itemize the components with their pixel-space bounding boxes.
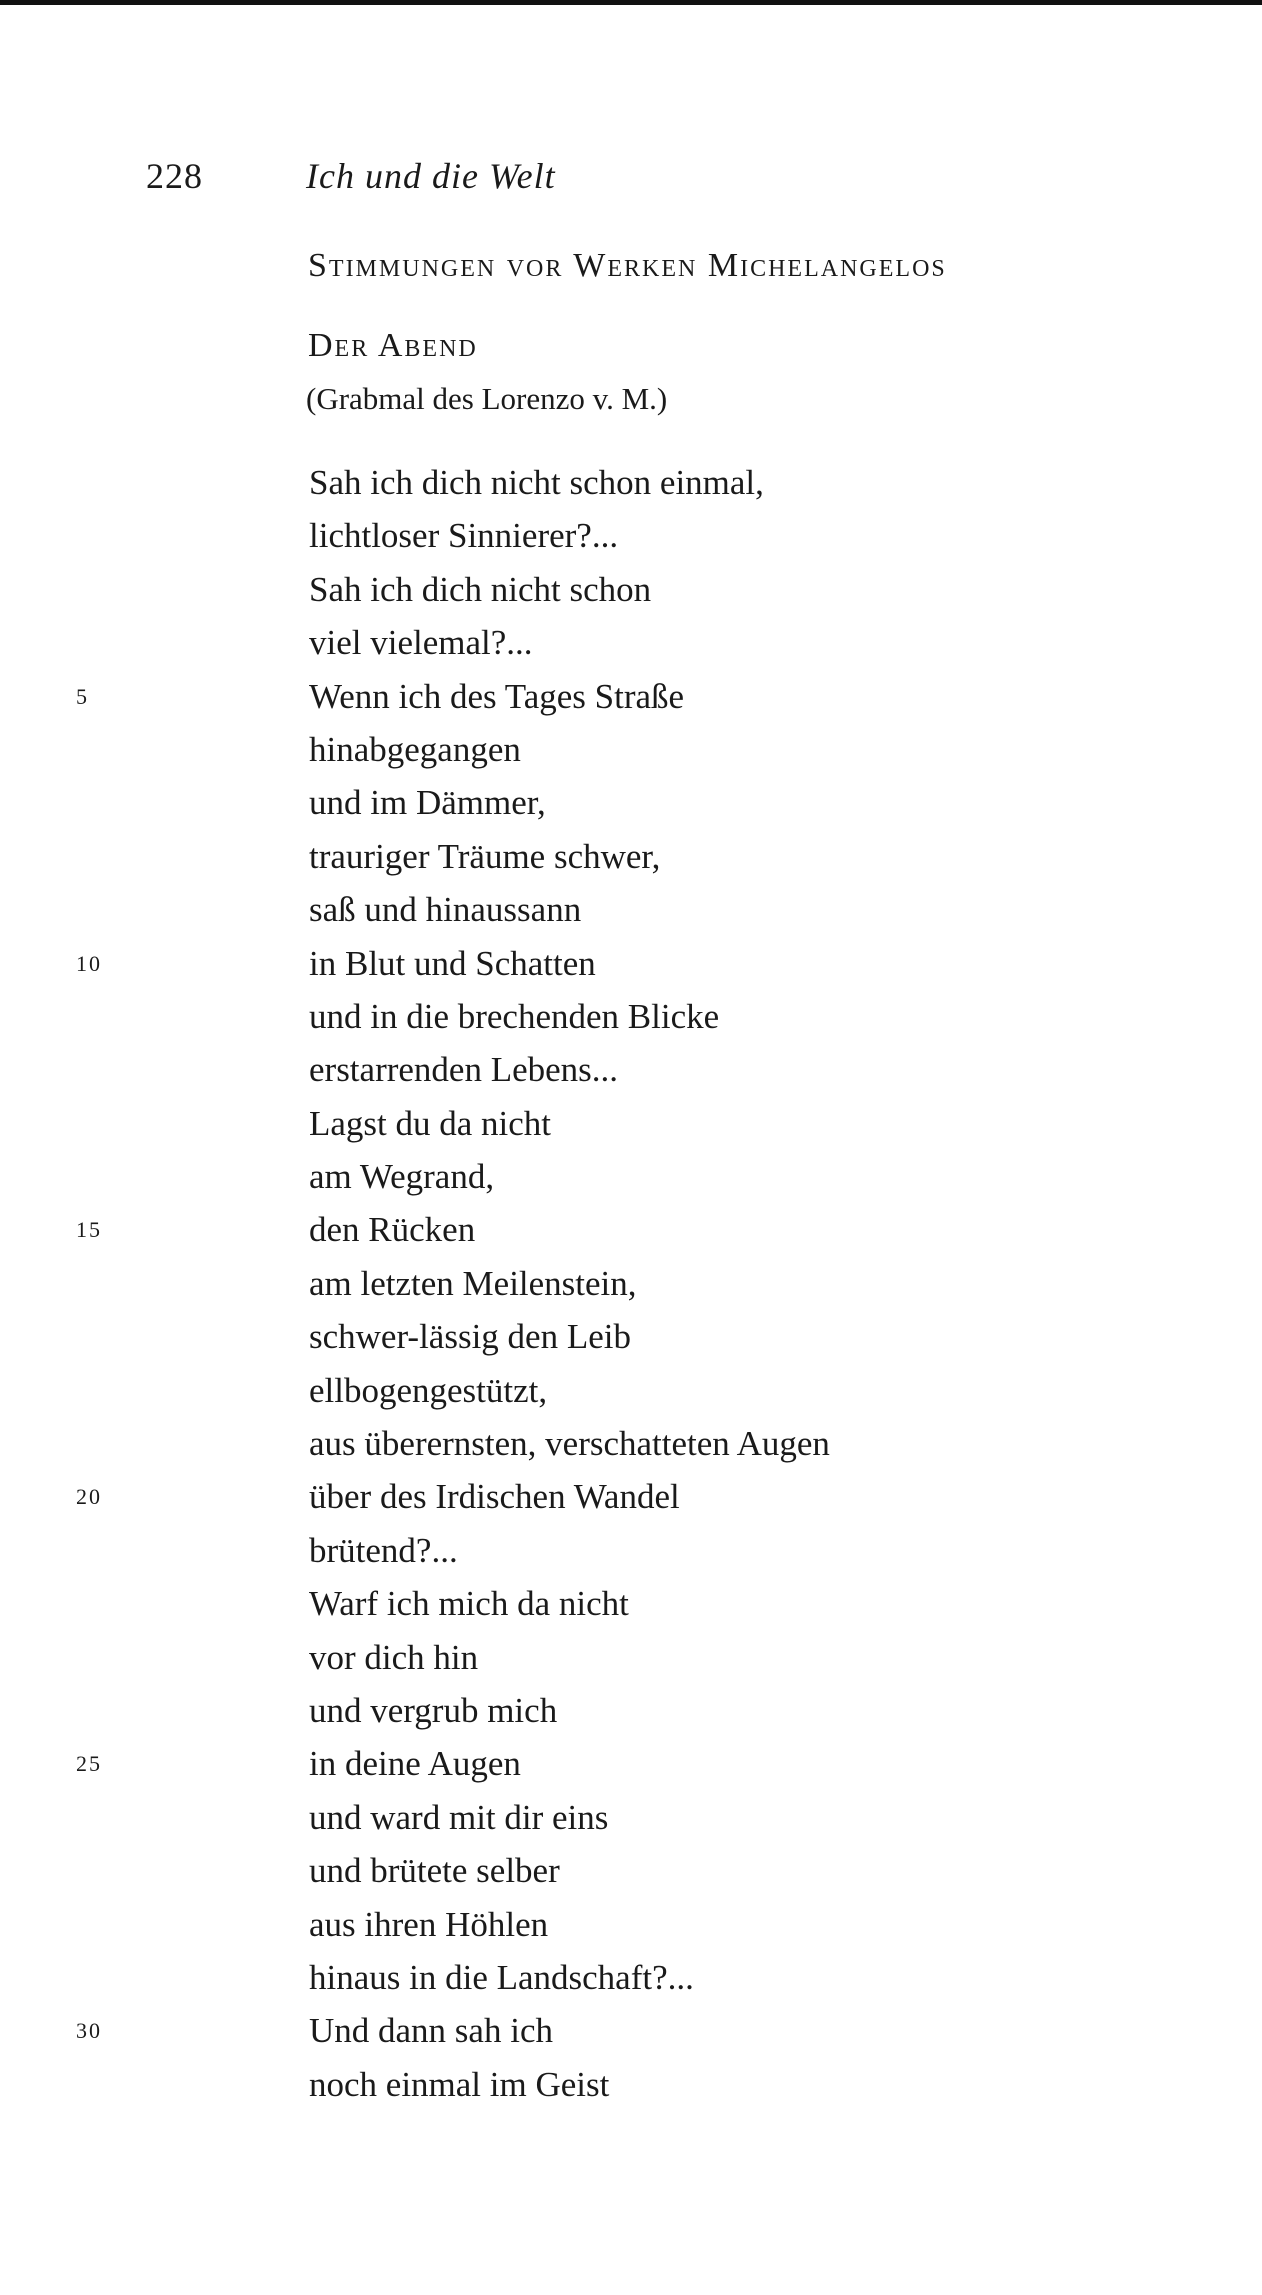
verse-line <box>0 1898 1262 1951</box>
line-text: und in die brechenden Blicke <box>309 996 720 1036</box>
verse-line <box>0 723 1262 776</box>
line-text: schwer-lässig den Leib <box>309 1317 631 1357</box>
verse-line <box>0 1364 1262 1417</box>
page-number: 228 <box>146 156 203 196</box>
verse-line <box>0 1097 1262 1150</box>
line-text: noch einmal im Geist <box>309 2064 610 2104</box>
verse-line <box>0 1791 1262 1844</box>
verse-line <box>0 937 1262 990</box>
poem-subtitle: (Grabmal des Lorenzo v. M.) <box>306 381 668 416</box>
line-number: 5 <box>76 683 89 709</box>
line-text: brütend?... <box>309 1530 458 1570</box>
verse-line <box>0 883 1262 936</box>
line-text: Und dann sah ich <box>309 2011 553 2051</box>
line-text: Wenn ich des Tages Straße <box>309 676 685 716</box>
poem-verse-block <box>0 456 1262 2111</box>
verse-line <box>0 616 1262 669</box>
verse-line <box>0 1844 1262 1897</box>
line-text: und vergrub mich <box>309 1690 558 1730</box>
verse-line <box>0 1631 1262 1684</box>
verse-line <box>0 670 1262 723</box>
running-head: Ich und die Welt <box>306 156 556 196</box>
section-title: Stimmungen vor Werken Michelangelos <box>308 247 947 284</box>
line-text: Warf ich mich da nicht <box>309 1584 629 1624</box>
line-text: vor dich hin <box>309 1637 479 1677</box>
line-text: hinabgegangen <box>309 729 521 769</box>
verse-line <box>0 1043 1262 1096</box>
line-number: 20 <box>76 1484 102 1510</box>
line-number: 15 <box>76 1217 102 1243</box>
line-text: am Wegrand, <box>309 1157 495 1197</box>
line-text: lichtloser Sinnierer?... <box>309 516 619 556</box>
line-text: über des Irdischen Wandel <box>309 1477 680 1517</box>
line-text: und brütete selber <box>309 1851 560 1891</box>
line-text: und im Dämmer, <box>309 783 546 823</box>
verse-line <box>0 1684 1262 1737</box>
verse-line <box>0 456 1262 509</box>
verse-line <box>0 509 1262 562</box>
verse-line <box>0 1257 1262 1310</box>
verse-line <box>0 1951 1262 2004</box>
line-text: in deine Augen <box>309 1744 521 1784</box>
line-text: in Blut und Schatten <box>309 943 596 983</box>
verse-line <box>0 1150 1262 1203</box>
line-text: und ward mit dir eins <box>309 1797 609 1837</box>
line-number: 25 <box>76 1751 102 1777</box>
verse-line <box>0 2004 1262 2057</box>
line-text: Lagst du da nicht <box>309 1103 552 1143</box>
verse-line <box>0 563 1262 616</box>
verse-line <box>0 1577 1262 1630</box>
verse-line <box>0 776 1262 829</box>
line-number: 10 <box>76 950 102 976</box>
line-text: viel vielemal?... <box>309 623 533 663</box>
line-text: erstarrenden Lebens... <box>309 1050 619 1090</box>
line-text: Sah ich dich nicht schon <box>309 569 652 609</box>
verse-line <box>0 990 1262 1043</box>
verse-line <box>0 1417 1262 1470</box>
line-text: am letzten Meilenstein, <box>309 1263 637 1303</box>
line-text: aus überernsten, verschatteten Augen <box>309 1424 830 1464</box>
line-text: aus ihren Höhlen <box>309 1904 549 1944</box>
line-text: hinaus in die Landschaft?... <box>309 1957 694 1997</box>
verse-line <box>0 2058 1262 2111</box>
verse-line <box>0 1310 1262 1363</box>
verse-line <box>0 1737 1262 1790</box>
line-text: saß und hinaussann <box>309 890 582 930</box>
line-text: trauriger Träume schwer, <box>309 836 661 876</box>
verse-line <box>0 1470 1262 1523</box>
verse-line <box>0 1203 1262 1256</box>
line-text: den Rücken <box>309 1210 476 1250</box>
line-number: 30 <box>76 2018 102 2044</box>
top-rule <box>0 0 1262 5</box>
verse-line <box>0 830 1262 883</box>
line-text: Sah ich dich nicht schon einmal, <box>309 463 764 502</box>
verse-line <box>0 1524 1262 1577</box>
line-text: ellbogengestützt, <box>309 1370 548 1410</box>
poem-title: Der Abend <box>308 327 478 364</box>
